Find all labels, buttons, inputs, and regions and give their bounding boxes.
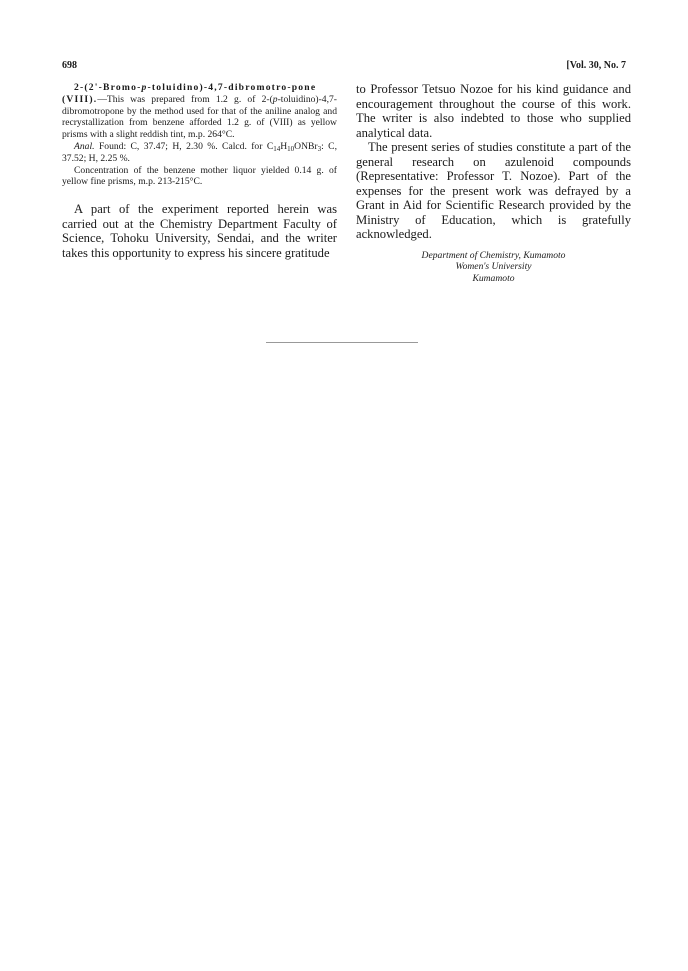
volume-issue: [Vol. 30, No. 7	[566, 60, 626, 71]
compound-heading: 2-(2'-Bromo-p-toluidino)-4,7-dibromotro-pone (VIII).	[62, 82, 317, 105]
analysis-paragraph: Anal. Found: C, 37.47; H, 2.30 %. Calcd. for $C_{14}H_{10}ONBr_3$: C, 37.52; H, 2.25 %.	[62, 140, 337, 164]
molecular-formula: $C_{14}H_{10}ONBr_3$	[266, 140, 322, 153]
acknowledgment-paragraph-end: to Professor Tetsuo Nozoe for his kind guidance and encouragement throughout the course of this work. The writer is also indebted to those who supplied analytical data.	[356, 82, 631, 140]
funding-paragraph: The present series of studies constitute a part of the general research on azulenoid compounds (Representative: Professor T. Nozoe). Part of the expenses for the present work was defrayed by a Grant in Aid for Scientific Research provided by the Ministry of Education, which is gratefully acknowledged.	[356, 140, 631, 241]
end-rule	[266, 342, 418, 343]
page-number: 698	[62, 60, 77, 71]
left-column	[62, 82, 337, 260]
acknowledgment-paragraph-start: A part of the experiment reported herein was carried out at the Chemistry Department Faculty of Science, Tohoku University, Sendai, and the writer takes this opportunity to express his sincere gratitude	[62, 202, 337, 260]
concentration-paragraph: Concentration of the benzene mother liquor yielded 0.14 g. of yellow fine prisms, m.p. 213-215°C.	[62, 164, 337, 188]
right-column	[356, 82, 631, 285]
anal-label: Anal.	[74, 140, 95, 152]
author-affiliation: Department of Chemistry, Kumamoto Women's University Kumamoto	[421, 249, 566, 285]
preparation-paragraph: 2-(2'-Bromo-p-toluidino)-4,7-dibromotro-pone (VIII).—This was prepared from 1.2 g. of 2-(p-toluidino)-4,7-dibromotropone by the method used for that of the aniline analog and recrystallization from benzene afforded 1.2 g. of (VIII) as yellow prisms with a slight reddish tint, m.p. 264°C.	[62, 82, 337, 141]
